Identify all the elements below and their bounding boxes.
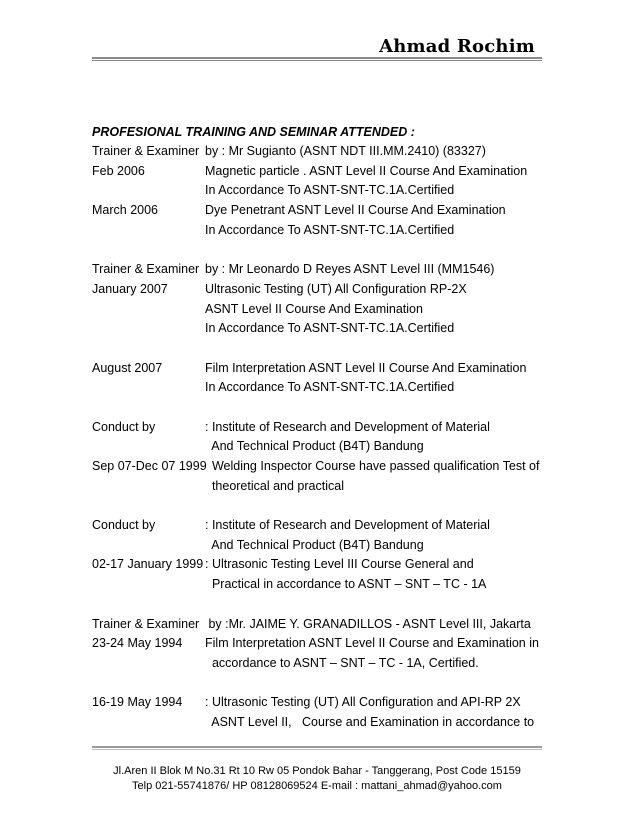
item-detail: In Accordance To ASNT-SNT-TC.1A.Certified — [205, 183, 455, 198]
item-detail: : Institute of Research and Development of Material — [205, 419, 490, 434]
list-item — [92, 201, 542, 221]
list-item — [92, 437, 542, 457]
item-label: Trainer & Examiner — [92, 144, 200, 158]
list-item — [92, 615, 542, 635]
item-detail: In Accordance To ASNT-SNT-TC.1A.Certified — [205, 321, 455, 336]
item-detail: ASNT Level II, Course and Examination in accordance to — [205, 714, 535, 729]
item-label: August 2007 — [92, 360, 163, 375]
item-detail: : Ultrasonic Testing Level III Course General and — [205, 557, 474, 572]
training-list — [92, 142, 542, 733]
item-detail: Welding Inspector Course have passed qualification Test of — [205, 459, 540, 473]
item-detail: Ultrasonic Testing (UT) All Configuration RP-2X — [205, 281, 467, 296]
section-title: PROFESIONAL TRAINING AND SEMINAR ATTENDED : — [92, 125, 415, 139]
list-item — [92, 418, 542, 438]
list-item — [92, 300, 542, 320]
list-item — [92, 477, 542, 497]
item-detail: theoretical and practical — [205, 478, 344, 493]
item-detail: And Technical Product (B4T) Bandung — [205, 537, 424, 552]
list-item — [92, 221, 542, 241]
list-item — [92, 555, 542, 575]
item-label: 02-17 January 1999 — [92, 557, 204, 572]
list-item — [92, 713, 542, 733]
list-item — [92, 457, 542, 477]
footer-rule — [92, 746, 542, 748]
list-item — [92, 162, 542, 182]
list-item — [92, 536, 542, 556]
item-detail: ASNT Level II Course And Examination — [205, 301, 423, 316]
item-detail: by : Mr Sugianto (ASNT NDT III.MM.2410) (83327) — [205, 144, 486, 158]
item-detail: In Accordance To ASNT-SNT-TC.1A.Certified — [205, 222, 455, 237]
list-item — [92, 496, 542, 516]
item-detail: accordance to ASNT – SNT – TC - 1A, Certified. — [205, 655, 479, 670]
item-detail: : Ultrasonic Testing (UT) All Configuration and API-RP 2X — [205, 695, 521, 710]
item-label: Conduct by — [92, 419, 156, 434]
list-item — [92, 319, 542, 339]
list-item — [92, 595, 542, 615]
list-item — [92, 280, 542, 300]
list-item — [92, 654, 542, 674]
item-label: 23-24 May 1994 — [92, 636, 183, 651]
header-rule-thin — [92, 60, 542, 61]
item-detail: Film Interpretation ASNT Level II Course And Examination — [205, 360, 527, 375]
list-item — [92, 260, 542, 280]
footer-rule-thin — [92, 749, 542, 750]
item-detail: Film Interpretation ASNT Level II Course and Examination in — [205, 636, 539, 651]
item-detail: by :Mr. JAIME Y. GRANADILLOS - ASNT Level III, Jakarta — [205, 616, 531, 631]
list-item — [92, 339, 542, 359]
list-item — [92, 693, 542, 713]
item-label: Trainer & Examiner — [92, 262, 200, 277]
item-detail: And Technical Product (B4T) Bandung — [205, 439, 424, 454]
item-detail: In Accordance To ASNT-SNT-TC.1A.Certified — [205, 380, 455, 395]
footer-contact: Telp 021-55741876/ HP 08128069524 E-mail : mattani_ahmad@yahoo.com — [132, 779, 502, 792]
item-detail: by : Mr Leonardo D Reyes ASNT Level III (MM1546) — [205, 262, 495, 277]
item-detail: Practical in accordance to ASNT – SNT – TC - 1A — [205, 577, 487, 592]
header-rule — [92, 57, 542, 59]
list-item — [92, 240, 542, 260]
list-item — [92, 398, 542, 418]
list-item — [92, 575, 542, 595]
footer — [92, 764, 542, 793]
item-label: Feb 2006 — [92, 163, 145, 178]
item-label: 16-19 May 1994 — [92, 695, 183, 710]
list-item — [92, 359, 542, 379]
item-label: January 2007 — [92, 281, 168, 296]
list-item — [92, 181, 542, 201]
item-detail: : Institute of Research and Development of Material — [205, 518, 490, 533]
list-item — [92, 674, 542, 694]
footer-address: Jl.Aren II Blok M No.31 Rt 10 Rw 05 Pondok Bahar - Tanggerang, Post Code 15159 — [113, 765, 521, 777]
list-item — [92, 142, 542, 162]
item-label: Trainer & Examiner — [92, 616, 200, 631]
list-item — [92, 378, 542, 398]
item-detail: Magnetic particle . ASNT Level II Course And Examination — [205, 163, 528, 178]
item-label: Conduct by — [92, 518, 156, 533]
item-label: March 2006 — [92, 203, 159, 218]
list-item — [92, 634, 542, 654]
header-name: Ahmad Rochim — [379, 36, 535, 57]
item-label: Sep 07-Dec 07 1999 — [92, 459, 207, 473]
item-detail: Dye Penetrant ASNT Level II Course And Examination — [205, 203, 506, 218]
list-item — [92, 516, 542, 536]
